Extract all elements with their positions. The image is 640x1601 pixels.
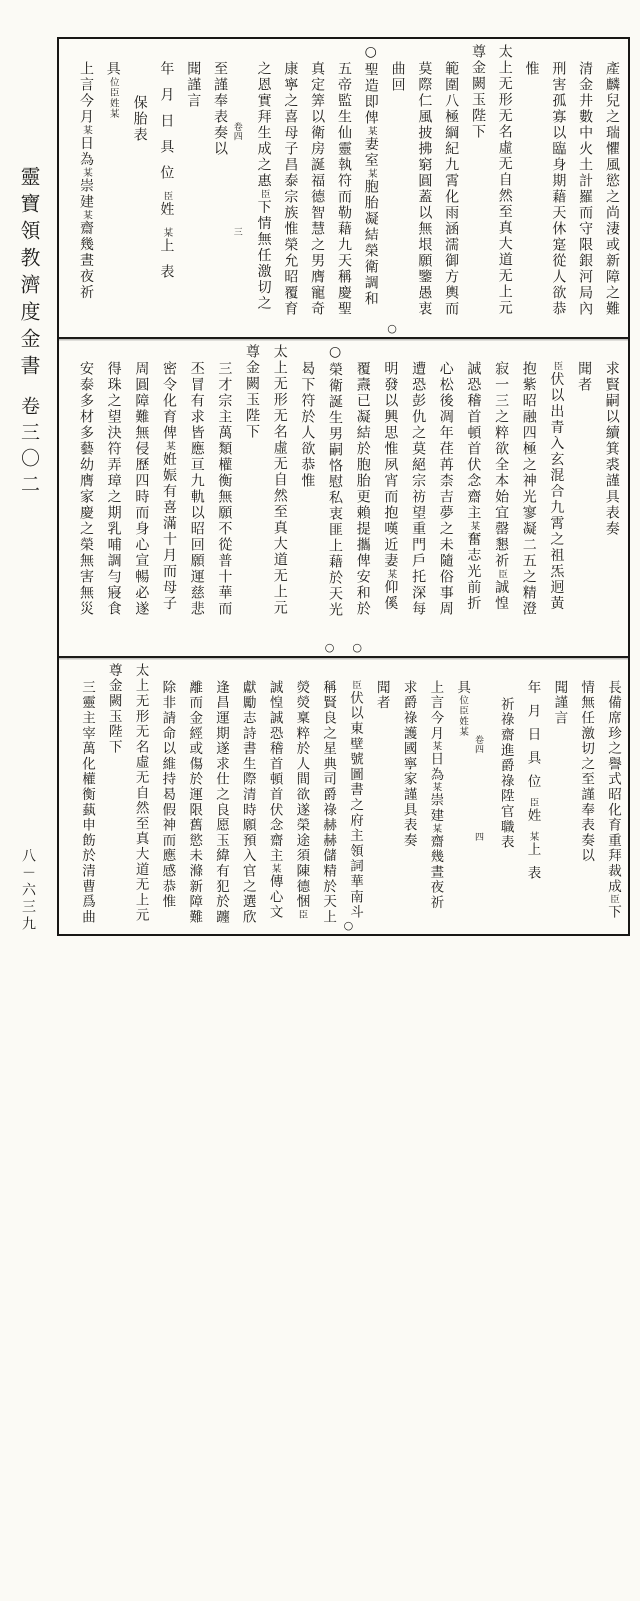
column-text: 年月日具位 — [524, 680, 541, 798]
text-column — [433, 39, 458, 337]
column-text: 丕冒有求皆應亘九軌以昭回願運慈悲 — [188, 361, 205, 617]
text-column — [282, 658, 310, 934]
section-circle-icon: ○ — [343, 919, 354, 932]
column-text: 太上无形无名虛无自然至真大道无上元 — [496, 44, 513, 316]
column-text: 真定筭以衛房誕福德智慧之男膺寵奇 — [309, 61, 326, 317]
text-column — [256, 658, 281, 934]
column-text: 聞者 — [373, 680, 390, 711]
small-char: 臣 — [527, 797, 539, 808]
column-text: 誠惶 — [493, 579, 510, 612]
text-column — [148, 658, 176, 934]
text-column — [148, 39, 173, 337]
text-column — [179, 339, 204, 656]
column-text: 求爵祿護國寧家謹具表奏 — [400, 680, 417, 849]
page-frame — [57, 37, 630, 936]
column-text: 抱紫昭融四極之神光寥凝二五之精澄 — [520, 361, 537, 617]
text-column — [540, 658, 568, 934]
column-text: 齋幾晝夜祈 — [78, 220, 94, 301]
text-column — [95, 39, 120, 337]
column-text: 產麟兒之瑞懼風慾之尚淒或新障之難 — [603, 61, 620, 317]
column-text: 具 — [104, 61, 121, 77]
column-text: 明發以興思惟夙宵而抱嘆近妻 — [382, 361, 399, 569]
text-column — [299, 39, 324, 337]
small-char: 某 — [161, 227, 173, 238]
text-column — [336, 658, 361, 934]
column-text: ○聖造即俾 — [362, 44, 379, 126]
small-char: 某 — [81, 167, 92, 178]
text-column — [202, 39, 227, 337]
text-column — [487, 658, 512, 934]
column-text: 伏以東壁號圖書之府主領詞華南斗 — [346, 690, 363, 920]
column-text: 周圓障難無侵歷四時而身心宣暢必遂 — [133, 361, 150, 617]
text-column — [123, 339, 148, 656]
column-text: 祈祿齋進爵祿陞官職表 — [497, 697, 514, 850]
column-text: 保胎表 — [131, 95, 148, 143]
text-column — [400, 339, 425, 656]
small-char: 某 — [164, 441, 176, 452]
column-text: 獻勵志詩書生際清時願預入官之選欣 — [239, 680, 256, 925]
text-column — [567, 658, 595, 934]
text-column — [122, 39, 147, 337]
text-strip-bottom — [59, 658, 628, 934]
text-column — [594, 658, 619, 934]
text-column — [202, 658, 227, 934]
text-column — [567, 39, 592, 337]
column-text: 誠恐稽首頓首伏念齋主 — [465, 361, 482, 521]
text-column — [272, 39, 297, 337]
column-text: 崇建 — [78, 178, 94, 210]
text-column — [487, 39, 512, 337]
column-text: 覆燾已凝結於胞胎更賴提攜俾安和於 — [354, 361, 371, 617]
column-text: 曲回 — [389, 61, 406, 93]
small-char: 位臣姓某 — [107, 77, 119, 119]
text-column — [353, 39, 378, 337]
text-column — [483, 339, 508, 656]
small-char: 臣 — [551, 361, 563, 372]
column-text: 莫際仁風披拂窮圓蓋以無垠願鑒愚衷 — [416, 61, 433, 317]
column-text: 齋幾晝夜祈 — [427, 833, 444, 911]
column-text: 清金井數中火土計羅而守限銀河局內 — [577, 61, 594, 317]
volume-label: 卷三〇二 — [18, 396, 40, 500]
text-column — [566, 339, 591, 656]
text-column — [68, 39, 93, 337]
text-column — [122, 658, 147, 934]
column-text: 求賢嗣以續箕裘謹具表奏 — [603, 361, 620, 537]
text-column — [95, 658, 120, 934]
text-column — [96, 339, 121, 656]
column-text: 年月日具位 — [158, 61, 175, 191]
column-text: 逢昌運期遂求仕之良愿玉緯有犯於躔 — [212, 680, 229, 925]
column-text: 惟 — [523, 61, 540, 77]
book-title: 靈寶領教濟度金書 — [17, 166, 41, 382]
column-text: 上言今月 — [427, 680, 444, 742]
spine-title — [19, 166, 39, 500]
small-char: 某 — [81, 210, 92, 221]
column-text: 日為 — [78, 135, 94, 168]
small-char: 某 — [81, 125, 92, 136]
small-char: 某 — [430, 823, 442, 834]
volume-marker: 卷四 — [472, 735, 483, 755]
text-column — [406, 39, 431, 337]
column-text: 三才宗主萬類權衡無願不從普十華而 — [216, 361, 233, 617]
text-column — [380, 39, 405, 337]
column-text: 安泰多材多藝幼膺家慶之榮無害無災 — [78, 361, 94, 617]
section-circle-icon: ○ — [352, 641, 363, 654]
small-char: 位臣姓某 — [457, 695, 469, 738]
small-char: 某 — [385, 569, 397, 580]
column-text: 上表 — [524, 842, 541, 889]
column-text: 太上无形无名虛无自然至真大道无上元 — [271, 344, 288, 616]
text-column — [455, 339, 480, 656]
column-text: 之恩實拜生成之惠 — [255, 61, 272, 189]
column-text: 崇建 — [427, 792, 444, 824]
section-circle-icon: ○ — [324, 641, 335, 654]
column-text: 誠惶誠恐稽首頓首伏念齋主 — [266, 680, 283, 864]
text-column — [309, 658, 337, 934]
column-text: 聞謹言 — [551, 680, 568, 726]
text-column — [151, 339, 176, 656]
column-text: 奮志光前折 — [465, 531, 482, 612]
text-column — [511, 339, 536, 656]
column-text: 範圍八極綱紀九霄化雨涵濡御方輿而 — [443, 61, 460, 317]
column-text: 寂一三之粹欲全本始宜罄懇祈 — [493, 361, 510, 569]
text-column — [206, 339, 231, 656]
column-text: 姓 — [158, 201, 175, 228]
column-text: 情無任激切之至謹奉表奏以 — [578, 680, 595, 864]
column-text: 胞胎凝結榮衛調和 — [362, 179, 379, 307]
section-circle-icon: ○ — [387, 322, 397, 335]
column-text: 姙娠有喜滿十月而母子 — [161, 451, 178, 612]
column-text: 具 — [454, 680, 471, 696]
column-text: 刑害孤寡以臨身期藉天休寔從人欲恭 — [550, 61, 567, 317]
text-column — [460, 39, 485, 337]
column-text: 熒熒稟粹於人間欲遂榮途須陳德悃 — [293, 680, 310, 910]
text-column — [363, 658, 388, 934]
small-char: 臣 — [161, 191, 173, 202]
small-char: 臣 — [496, 569, 508, 580]
column-text: 遭恐彭仇之莫絕宗祊望重門戶托深每 — [410, 361, 427, 617]
text-column — [68, 658, 93, 934]
column-text: ○榮衛誕生男嗣恪慰私衷匪上藉於天光 — [327, 344, 344, 618]
text-column — [416, 658, 444, 934]
text-column — [443, 658, 471, 934]
small-char: 臣 — [258, 189, 270, 200]
column-text: 傳心文 — [266, 874, 283, 921]
small-char: 某 — [430, 741, 442, 752]
small-char: 某 — [365, 168, 377, 179]
column-text: 上表 — [158, 238, 175, 290]
text-column — [538, 339, 563, 656]
column-text: 曷下符於人欲恭惟 — [299, 361, 316, 489]
column-text: 五帝監生仙靈執符而勒藉九天稱慶聖 — [335, 61, 352, 317]
small-char: 臣 — [296, 909, 308, 920]
column-text: 密令化育俾 — [161, 361, 178, 441]
column-text: 妻室 — [362, 136, 379, 169]
small-char: 某 — [365, 126, 377, 137]
column-text: 得珠之望決符弄璋之期乳哺調勻寢食 — [105, 361, 122, 617]
column-text: 聞者 — [576, 361, 593, 393]
small-char: 臣 — [349, 680, 361, 691]
column-text: 日為 — [427, 751, 444, 783]
small-char: 臣 — [607, 894, 619, 905]
column-text: 姓 — [524, 808, 541, 832]
text-column — [175, 39, 200, 337]
text-column — [540, 39, 565, 337]
text-column — [594, 339, 619, 656]
column-text: 離而金經或傷於運限舊慾未滌新障難 — [186, 680, 203, 925]
text-column — [514, 658, 539, 934]
small-char: 某 — [527, 831, 539, 842]
text-column — [175, 658, 203, 934]
column-text: 尊金闕玉陛下 — [469, 44, 486, 140]
text-column — [289, 339, 314, 656]
text-column — [262, 339, 287, 656]
text-column — [234, 339, 259, 656]
text-column — [229, 658, 254, 934]
folio-gutter — [470, 658, 485, 934]
column-text: 仰傒 — [382, 579, 399, 612]
text-column — [594, 39, 619, 337]
small-char: 某 — [269, 863, 281, 875]
text-column — [317, 339, 342, 656]
column-text: 長備席珍之譽式昭化育重拜裁成 — [604, 680, 621, 895]
text-column — [246, 39, 271, 337]
column-text: 除非請命以維持曷假神而應感恭惟 — [159, 680, 176, 910]
folio-number-marker: 四 — [472, 831, 483, 842]
folio-number-marker: 三 — [231, 226, 242, 237]
text-strip-middle — [59, 339, 628, 658]
text-column — [372, 339, 397, 656]
column-text: 心松後凋年荏苒柰吉夢之未隨俗事周 — [437, 361, 454, 617]
text-column — [390, 658, 415, 934]
text-column — [514, 39, 539, 337]
column-text: 太上无形无名虛无自然至真大道无上元 — [132, 663, 149, 924]
text-column — [326, 39, 351, 337]
folio-gutter — [229, 39, 244, 337]
column-text: 聞謹言 — [185, 61, 202, 109]
text-column — [345, 339, 370, 656]
column-text: 尊金闕玉陛下 — [105, 663, 122, 755]
column-text: 伏以出青入玄混合九霄之祖炁迥黃 — [548, 371, 565, 612]
column-text: 稱賢良之星典司爵祿赫赫儲精於天上 — [320, 680, 337, 925]
column-text: 下情無任激切之 — [255, 199, 272, 312]
text-column — [428, 339, 453, 656]
column-text: 下 — [604, 904, 621, 921]
column-text: 康寧之喜母子昌泰宗族惟榮允昭覆育 — [282, 61, 299, 317]
page-number: 八－六三九 — [20, 848, 36, 933]
column-text: 上言今月 — [78, 61, 94, 125]
small-char: 某 — [430, 782, 442, 793]
column-text: 尊金闕玉陛下 — [244, 344, 261, 440]
small-char: 某 — [468, 521, 480, 532]
text-column — [68, 339, 93, 656]
text-strip-top — [59, 39, 628, 339]
column-text: 三靈主宰萬化權衡蓺申飭於清曹爲曲 — [79, 680, 95, 925]
column-text: 至謹奉表奏以 — [211, 61, 228, 157]
volume-marker: 卷四 — [231, 122, 242, 142]
